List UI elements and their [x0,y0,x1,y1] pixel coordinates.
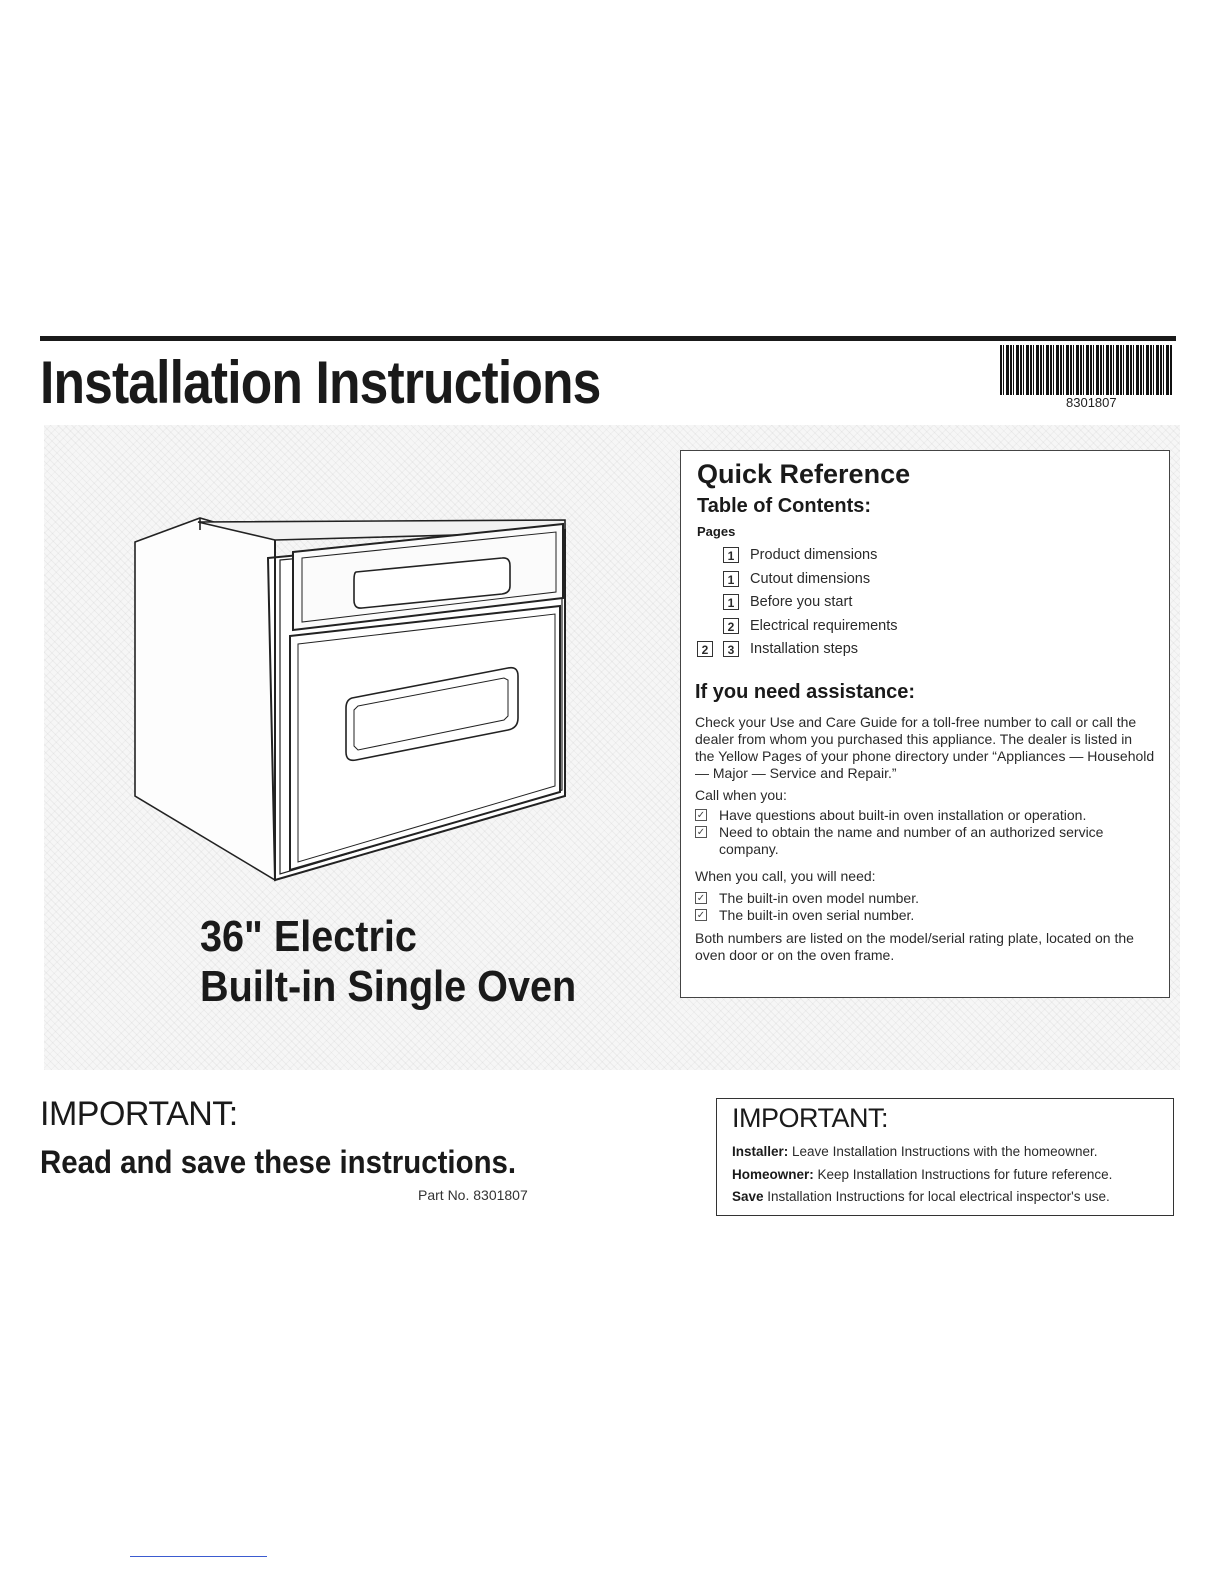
important-line-save [732,1186,1172,1209]
product-title-line1: 36" Electric [200,912,417,961]
toc-item-label: Before you start [750,594,853,610]
important-line-label: Homeowner: [732,1166,814,1182]
assistance-title: If you need assistance: [695,681,916,703]
bottom-link-underline[interactable] [130,1556,267,1557]
toc-item-label: Cutout dimensions [750,570,871,587]
important-line-installer [732,1141,1172,1164]
important-notice-box [716,1098,1174,1216]
call-when-label: Call when you: [695,787,787,803]
important-line-homeowner [732,1164,1172,1187]
important-line-text: Keep Installation Instructions for future reference. [813,1166,1113,1182]
checklist-item-text: Need to obtain the name and number of an authorized service company. [719,824,1104,857]
document-title: Installation Instructions [40,349,601,416]
checkbox-icon: ✓ [696,910,706,921]
quick-reference-box [680,450,1170,998]
assistance-text: Check your Use and Care Guide for a toll-free number to call or call the dealer from whom you purchased this appliance. The dealer is listed in the Yellow Pages of your phone directory under “Appliances — Household — Major — Service and Repair.” [695,714,1155,781]
page-number-badge: 1 [723,571,739,587]
product-title-line2: Built-in Single Oven [200,962,577,1011]
checklist-item [695,907,1157,924]
important-heading: IMPORTANT: [40,1095,238,1133]
page-number-badge: 3 [723,641,739,657]
checkbox-icon: ✓ [696,893,706,904]
header-rule [40,336,1176,341]
important-line-label: Installer: [732,1144,789,1159]
oven-illustration [130,510,570,885]
important-line-label: Save [732,1189,764,1204]
checkbox-icon: ✓ [696,827,706,838]
important-lines [732,1141,1172,1209]
checklist-item-text: The built-in oven model number. [719,890,919,906]
checklist-item [695,890,1157,907]
need-list [695,890,1157,924]
toc-item-label: Installation steps [750,641,859,657]
rating-plate-text: Both numbers are listed on the model/serial rating plate, located on the oven door or on the oven frame. [695,930,1134,963]
checklist-item [695,807,1157,824]
checklist-item [695,824,1157,858]
checkbox-icon: ✓ [696,810,706,821]
toc-item-label: Product dimensions [750,547,878,563]
barcode-number: 8301807 [1066,395,1117,410]
page-number-badge: 1 [723,547,739,563]
quick-reference-title: Quick Reference [697,459,911,489]
important-line-text: Installation Instructions for local electrical inspector's use. [763,1189,1110,1204]
page-number-badge: 2 [723,618,739,634]
call-when-list [695,807,1157,858]
toc-title: Table of Contents: [697,495,872,517]
checklist-item-text: Have questions about built-in oven installation or operation. [719,807,1087,823]
toc-item-label: Electrical requirements [750,617,898,634]
product-title [200,912,576,1012]
checklist-item-text: The built-in oven serial number. [719,907,915,923]
need-label: When you call, you will need: [695,868,876,884]
read-and-save-heading: Read and save these instructions. [40,1144,517,1180]
page-number-badge: 1 [723,594,739,610]
part-number: Part No. 8301807 [418,1187,528,1203]
page-number-badge: 2 [697,641,713,657]
important-box-heading: IMPORTANT: [732,1103,889,1133]
pages-label: Pages [697,524,736,539]
important-line-text: Leave Installation Instructions with the homeowner. [788,1144,1098,1159]
barcode [1000,345,1172,395]
